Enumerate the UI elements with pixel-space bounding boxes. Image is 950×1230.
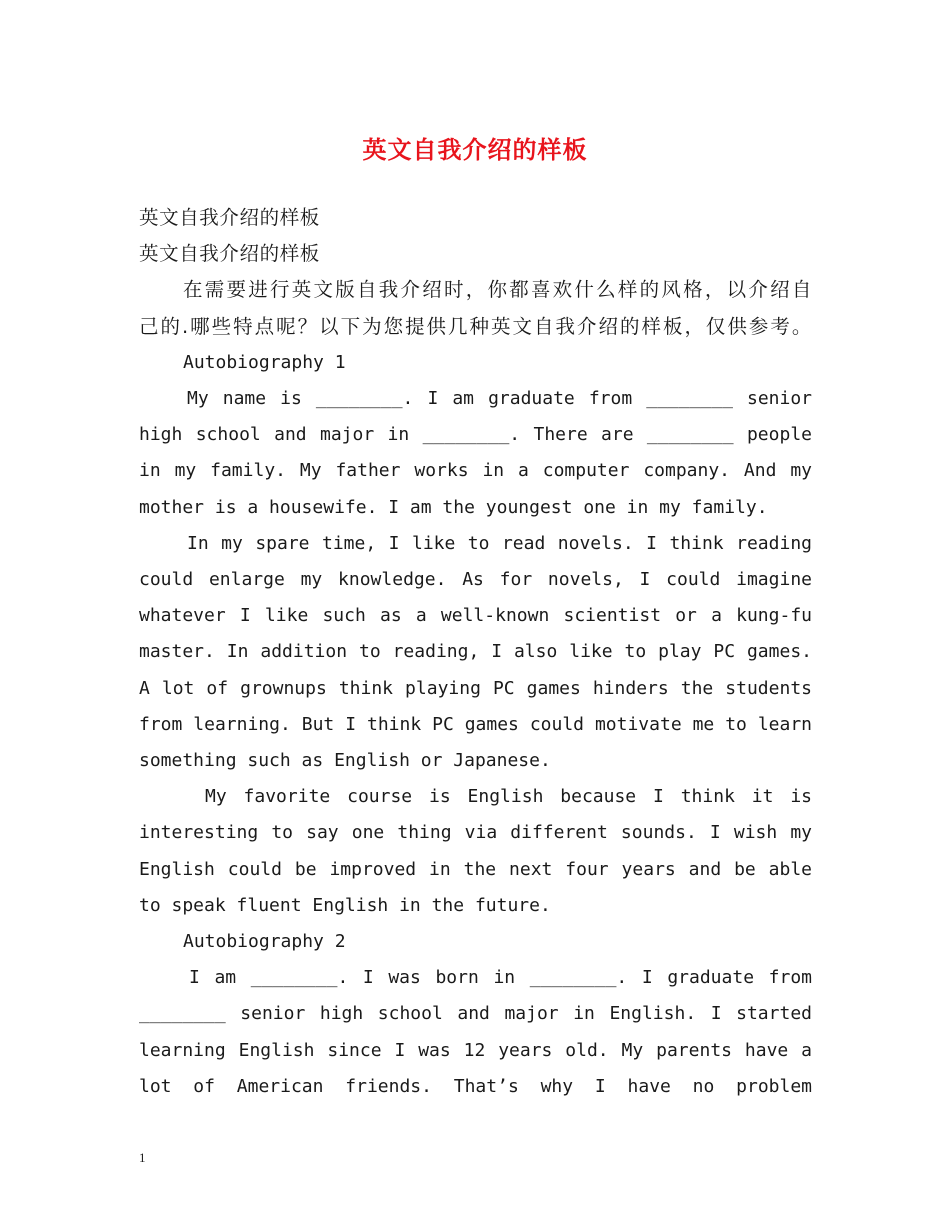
- document-body: [139, 200, 812, 1105]
- intro-line-1: 在需要进行英文版自我介绍时，你都喜欢什么样的风格，以介绍自: [183, 278, 812, 302]
- paragraph-3-line: My favorite course is English because I think it is: [205, 786, 812, 808]
- paragraph-1-line: in my family. My father works in a computer company. And my: [139, 460, 812, 482]
- section-1-title: Autobiography 1: [183, 351, 346, 373]
- heading-2: 英文自我介绍的样板: [139, 242, 320, 266]
- document-title: 英文自我介绍的样板: [362, 135, 588, 164]
- paragraph-1-line: high school and major in ________. There are ________ people: [139, 424, 812, 446]
- intro-line-2: 己的.哪些特点呢？以下为您提供几种英文自我介绍的样板，仅供参考。: [139, 314, 812, 338]
- paragraph-4-line: ________ senior high school and major in English. I started: [139, 1003, 812, 1025]
- paragraph-1-line: mother is a housewife. I am the youngest one in my family.: [139, 496, 768, 518]
- paragraph-2-line: master. In addition to reading, I also like to play PC games.: [139, 641, 812, 663]
- section-2-title: Autobiography 2: [183, 931, 346, 953]
- paragraph-4-line: learning English since I was 12 years old. My parents have a: [139, 1039, 812, 1061]
- paragraph-2-line: could enlarge my knowledge. As for novels, I could imagine: [139, 569, 812, 591]
- heading-1: 英文自我介绍的样板: [139, 206, 320, 229]
- paragraph-4-line: lot of American friends. That’s why I have no problem: [139, 1075, 812, 1097]
- page-number: 1: [139, 1150, 146, 1165]
- paragraph-3-line: to speak fluent English in the future.: [139, 894, 551, 916]
- paragraph-2-line: from learning. But I think PC games could motivate me to learn: [139, 713, 812, 735]
- paragraph-2-line: whatever I like such as a well-known scientist or a kung-fu: [139, 605, 812, 627]
- paragraph-4-line: I am ________. I was born in ________. I graduate from: [189, 967, 812, 989]
- paragraph-1-line: My name is ________. I am graduate from ________ senior: [187, 388, 812, 410]
- paragraph-2-line: something such as English or Japanese.: [139, 750, 551, 772]
- paragraph-3-line: English could be improved in the next four years and be able: [139, 858, 812, 880]
- paragraph-3-line: interesting to say one thing via different sounds. I wish my: [139, 822, 812, 844]
- paragraph-2-line: A lot of grownups think playing PC games hinders the students: [139, 677, 812, 699]
- paragraph-2-line: In my spare time, I like to read novels. I think reading: [187, 532, 812, 554]
